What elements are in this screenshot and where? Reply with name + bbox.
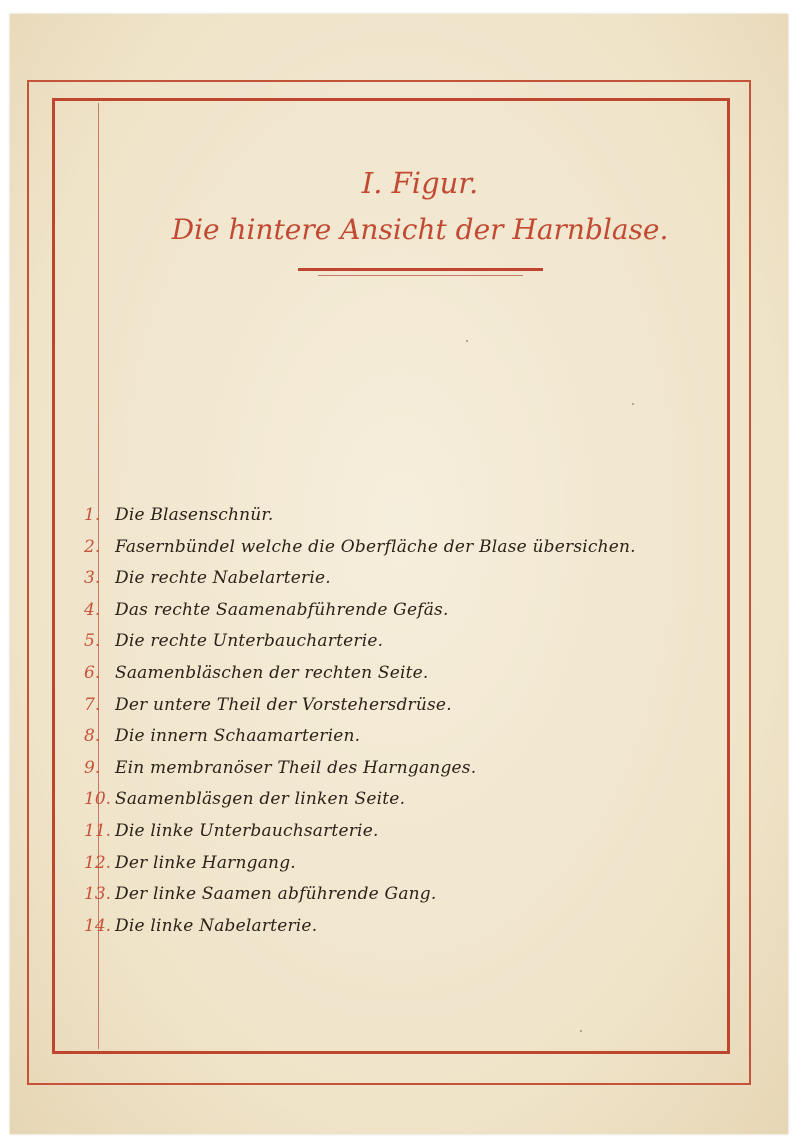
paper-speck <box>580 1030 582 1032</box>
legend-text: Ein membranöser Theil des Harnganges. <box>115 757 477 778</box>
legend-number: 9. <box>84 757 101 778</box>
legend-number: 8. <box>84 726 101 747</box>
legend-text: Das rechte Saamenabführende Gefäs. <box>115 599 449 620</box>
legend-item <box>84 695 724 727</box>
legend-text: Die rechte Nabelarterie. <box>115 568 331 589</box>
legend-item <box>84 568 724 600</box>
legend-item <box>84 537 724 569</box>
legend-number: 2. <box>84 536 101 557</box>
legend-item <box>84 884 724 916</box>
paper-speck <box>466 340 468 342</box>
figure-subtitle: Die hintere Ansicht der Harnblase. <box>171 213 669 246</box>
legend-text: Saamenbläschen der rechten Seite. <box>115 662 429 683</box>
legend-text: Der linke Harngang. <box>115 852 296 873</box>
legend-number: 5. <box>84 631 101 652</box>
legend-text: Der untere Theil der Vorstehersdrüse. <box>115 694 452 715</box>
legend-number: 11. <box>84 820 112 841</box>
legend-item <box>84 600 724 632</box>
legend-item <box>84 663 724 695</box>
legend-text: Die linke Unterbauchsarterie. <box>115 820 379 841</box>
legend-item <box>84 916 724 948</box>
legend-text: Der linke Saamen abführende Gang. <box>115 884 437 905</box>
legend-item <box>84 821 724 853</box>
legend-text: Die rechte Unterbaucharterie. <box>115 631 384 652</box>
legend-number: 1. <box>84 505 101 525</box>
legend-item <box>84 758 724 790</box>
legend-text: Die linke Nabelarterie. <box>115 915 318 936</box>
legend-list <box>84 505 724 947</box>
figure-title: I. Figur. <box>361 166 479 200</box>
legend-number: 12. <box>84 852 112 873</box>
legend-text: Saamenbläsgen der linken Seite. <box>115 789 406 810</box>
legend-number: 6. <box>84 662 101 683</box>
legend-number: 14. <box>84 915 112 936</box>
legend-number: 7. <box>84 694 101 715</box>
title-underline <box>298 268 543 271</box>
legend-item <box>84 726 724 758</box>
legend-text: Fasernbündel welche die Oberfläche der Blase übersichen. <box>115 536 636 557</box>
title-underline-thin <box>318 275 523 276</box>
legend-text: Die innern Schaamarterien. <box>115 726 361 747</box>
legend-item <box>84 505 724 537</box>
legend-item <box>84 631 724 663</box>
legend-text: Die Blasenschnür. <box>115 505 274 525</box>
legend-number: 4. <box>84 599 101 620</box>
paper-speck <box>632 403 634 405</box>
legend-number: 13. <box>84 884 112 905</box>
legend-number: 3. <box>84 568 101 589</box>
legend-number: 10. <box>84 789 112 810</box>
legend-item <box>84 853 724 885</box>
legend-item <box>84 789 724 821</box>
